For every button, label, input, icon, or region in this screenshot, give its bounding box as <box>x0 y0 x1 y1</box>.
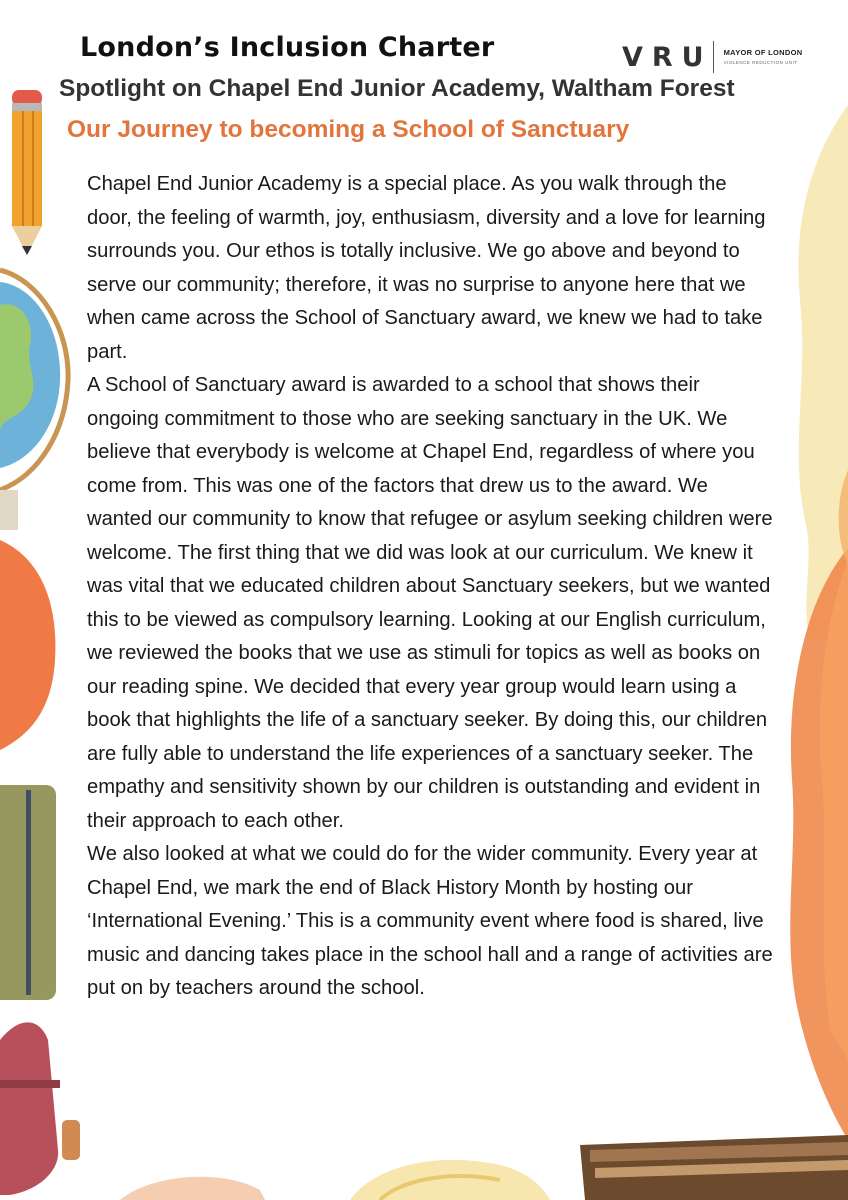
paragraph-award: A School of Sanctuary award is awarded to a school that shows their ongoing commitment to those who are seeking sanctuary in the UK. We believe that everybody is welcome at Chapel End, regardless of where you come from. This was one of the factors that drew us to the award. We wanted our community to know that refugee or asylum seeking children were welcome. The first thing that we did was look at our curriculum. We knew it was vital that we educated children about Sanctuary seekers, but we wanted this to be viewed as compulsory learning. Looking at our English curriculum, we reviewed the books that we use as stimuli for topics as well as books on our reading spine. We decided that every year group would learn using a book that highlights the life of a sanctuary seeker. By doing this, our children are fully able to understand the life experiences of a sanctuary seeker. The empathy and sensitivity shown by our children is outstanding and evident in their approach to each other. <box>87 374 773 832</box>
violence-reduction-unit-label: VIOLENCE REDUCTION UNIT <box>723 59 798 65</box>
book-icon <box>580 1135 848 1200</box>
pencil-icon <box>12 90 42 255</box>
paint-stroke <box>120 1160 550 1200</box>
logo-divider <box>713 41 714 73</box>
mayor-of-london-label: MAYOR OF LONDON <box>723 48 803 57</box>
paragraph-community: We also looked at what we could do for the wider community. Every year at Chapel End, we mark the end of Black History Month by hosting our ‘International Evening.’ This is a community event where food is shared, live music and dancing takes place in the school hall and a range of activities are put on by teachers around the school. <box>87 843 773 999</box>
article-body <box>87 168 777 1006</box>
vru-wordmark: VRU <box>622 41 713 73</box>
mayor-of-london-mark <box>724 49 803 65</box>
paint-blob-left <box>0 540 55 750</box>
section-heading: Our Journey to becoming a School of Sanctuary <box>67 116 630 143</box>
globe-icon <box>0 270 68 530</box>
page-title: London’s Inclusion Charter <box>80 32 495 63</box>
notebook-icon <box>0 785 56 1000</box>
paragraph-intro: Chapel End Junior Academy is a special place. As you walk through the door, the feeling of warmth, joy, enthusiasm, diversity and a love for learning surrounds you. Our ethos is totally inclusive. We go above and beyond to serve our community; therefore, it was no surprise to anyone here that we when came across the School of Sanctuary award, we knew we had to take part. <box>87 173 766 363</box>
backpack-icon <box>0 1022 80 1195</box>
vru-logo <box>622 42 802 72</box>
page-subtitle: Spotlight on Chapel End Junior Academy, Waltham Forest <box>59 75 735 102</box>
